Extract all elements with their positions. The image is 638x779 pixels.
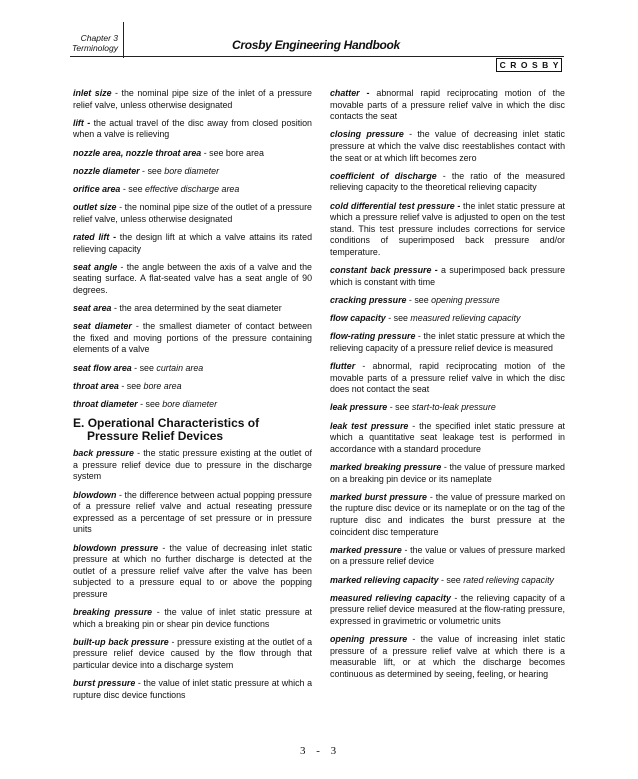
section-entry-list (73, 448, 312, 701)
glossary-entry (73, 184, 312, 196)
glossary-term: flutter (330, 361, 356, 372)
glossary-definition: the value of decreasing inlet static pressure at which no further discharge is detected at the outlet of a pressure relief valve after the valve has been subjected to a pressure equal to or above the popping pressure (73, 542, 313, 599)
glossary-term: built-up back pressure (73, 636, 169, 647)
glossary-definition: the value or values of pressure marked on a pressure relief device (330, 544, 566, 567)
term-separator: - (117, 261, 127, 272)
glossary-term: chatter - (330, 88, 370, 98)
header-rule (70, 56, 564, 57)
term-separator: - (131, 362, 140, 373)
glossary-entry (73, 678, 312, 701)
glossary-definition: the area determined by the seat diameter (119, 303, 282, 314)
glossary-entry (73, 448, 312, 483)
term-separator: - (441, 461, 450, 472)
cross-reference: bore diameter (162, 399, 218, 409)
glossary-definition: the smallest diameter of contact between the fixed and moving portions of the pressure containing elements of a valve (73, 321, 312, 355)
cross-reference: curtain area (156, 362, 204, 373)
glossary-definition: the inlet static pressure at which a pressure relief valve is adjusted to open on the test stand. This test pressure includes corrections for service conditions of superimposed back pressure and/or temperature. (330, 200, 565, 257)
glossary-entry (73, 637, 312, 672)
glossary-entry (330, 313, 565, 325)
glossary-entry (330, 545, 565, 568)
term-separator: - (408, 420, 420, 431)
glossary-definition: the value of pressure marked on a breaking pin device or its nameplate (330, 461, 565, 484)
glossary-term: marked pressure (330, 544, 402, 555)
glossary-definition: the value of decreasing inlet static pressure at which the valve disc reestablishes contact with the seat or at which lift becomes zero (330, 129, 565, 163)
cross-reference: measured relieving capacity (410, 313, 521, 324)
glossary-definition: see (145, 399, 163, 409)
glossary-entry (330, 462, 565, 485)
glossary-definition: the specified inlet static pressure at which a quantitative seat leakage test is performed in accordance with a standard procedure (330, 420, 565, 454)
glossary-term: breaking pressure (73, 607, 153, 618)
glossary-definition: see (147, 165, 165, 176)
glossary-entry (330, 265, 565, 288)
cross-reference: start-to-leak pressure (411, 402, 496, 413)
glossary-term: orifice area (73, 183, 121, 194)
logo-text: CROSBY (499, 60, 563, 70)
glossary-entry (330, 295, 565, 307)
term-separator: - (158, 542, 170, 553)
glossary-term: marked relieving capacity (330, 574, 439, 585)
left-column (73, 88, 312, 708)
section-heading (73, 417, 312, 443)
glossary-entry (330, 331, 565, 354)
glossary-term: burst pressure (73, 678, 136, 689)
glossary-definition: see (126, 380, 144, 391)
term-separator: - (401, 544, 411, 555)
glossary-term: blowdown (73, 489, 117, 500)
term-separator: - (118, 380, 127, 391)
glossary-term: inlet size (73, 88, 112, 98)
glossary-definition: the value of pressure marked on the rupture disc device or its nameplate or on the tag of the rupture disc and indicates the burst pressure at the coincident disc temperature (330, 491, 566, 537)
term-separator: - (407, 634, 421, 645)
term-separator: - (131, 321, 143, 332)
cross-reference: rated relieving capacity (463, 574, 554, 585)
glossary-definition: the relieving capacity of a pressure relief device measured at the flow-rating pressure, expressed in gravimetric or volumetric units (330, 592, 565, 626)
glossary-definition: the design lift at which a valve attains its rated relieving capacity (73, 231, 313, 254)
term-separator: - (135, 678, 144, 689)
term-separator: - (355, 361, 373, 372)
glossary-term: back pressure (73, 448, 134, 459)
glossary-term: flow-rating pressure (330, 331, 416, 342)
glossary-definition: the inlet static pressure at which the relieving capacity of a pressure relief device is measured (330, 331, 565, 353)
glossary-entry (73, 166, 312, 178)
glossary-definition: see (139, 362, 157, 373)
glossary-term: flow capacity (330, 313, 386, 324)
glossary-entry (330, 88, 565, 123)
term-separator: - (415, 331, 424, 342)
glossary-entry (73, 381, 312, 393)
glossary-entry (330, 402, 565, 414)
glossary-entry (73, 88, 312, 111)
glossary-entry (73, 490, 312, 536)
glossary-definition: see (128, 183, 146, 194)
glossary-definition: see bore area (209, 147, 264, 158)
glossary-definition: see (393, 313, 411, 324)
glossary-term: cracking pressure (330, 294, 407, 305)
glossary-term: blowdown pressure (73, 542, 159, 553)
page-header (0, 0, 638, 82)
glossary-entry (330, 421, 565, 456)
glossary-term: seat flow area (73, 362, 132, 373)
book-title: Crosby Engineering Handbook (232, 38, 400, 52)
chapter-number: Chapter 3 (80, 33, 118, 43)
glossary-term: seat area (73, 303, 112, 314)
right-column (330, 88, 565, 687)
glossary-term: measured relieving capacity (330, 592, 451, 603)
cross-reference: bore diameter (164, 165, 220, 176)
term-separator: - (403, 129, 418, 140)
glossary-entry (73, 303, 312, 315)
glossary-term: coefficient of discharge (330, 170, 437, 181)
glossary-entry (330, 492, 565, 538)
glossary-term: rated lift - (73, 231, 117, 242)
term-separator: - (116, 489, 125, 500)
glossary-definition: see (395, 402, 412, 413)
section-title: Operational Characteristics of Pressure Relief Devices (87, 416, 260, 444)
glossary-definition: abnormal, rapid reciprocating motion of the movable parts of a pressure relief valve in which the disc does not contact the seat (330, 361, 566, 395)
glossary-definition: the ratio of the measured relieving capacity to the theoretical relieving capacity (330, 170, 565, 193)
glossary-definition: the value of inlet static pressure at which a breaking pin or shear pin device functions (73, 607, 312, 629)
glossary-entry (73, 118, 312, 141)
glossary-definition: the nominal pipe size of the inlet of a pressure relief valve, unless otherwise designated (73, 88, 312, 110)
section-letter: E. (73, 416, 85, 431)
glossary-term: constant back pressure - (330, 265, 438, 276)
term-separator: - (139, 165, 148, 176)
glossary-entry (330, 593, 565, 628)
term-separator: - (387, 402, 396, 413)
term-separator: - (406, 294, 415, 305)
glossary-definition: the static pressure existing at the outlet of a pressure relief device due to pressure in the discharge system (73, 448, 312, 482)
glossary-definition: the value of increasing inlet static pressure of a pressure relief valve at which there is a measurable lift, or at which the discharge becomes continuous as determined by seeing, feeling, or hearing (330, 634, 566, 679)
glossary-entry (73, 607, 312, 630)
glossary-entry (73, 202, 312, 225)
term-separator: - (201, 147, 210, 158)
glossary-entry (330, 634, 565, 680)
glossary-entry (330, 575, 565, 587)
glossary-entry (73, 148, 312, 160)
glossary-term: cold differential test pressure - (330, 200, 461, 211)
left-entry-list (73, 88, 312, 411)
cross-reference: effective discharge area (145, 183, 240, 194)
page-number: 3 - 3 (300, 745, 341, 757)
header-divider-vertical (123, 22, 124, 58)
glossary-term: seat angle (73, 261, 118, 272)
glossary-entry (330, 129, 565, 164)
glossary-definition: the angle between the axis of a valve and the seating surface. A flat-seated valve has a seat angle of 90 degrees. (73, 261, 312, 295)
term-separator: - (438, 574, 447, 585)
glossary-entry (330, 171, 565, 194)
glossary-entry (73, 321, 312, 356)
glossary-entry (330, 361, 565, 396)
glossary-entry (73, 232, 312, 255)
glossary-entry (73, 543, 312, 601)
glossary-entry (330, 201, 565, 259)
glossary-term: nozzle area, nozzle throat area (73, 147, 202, 158)
glossary-term: lift - (73, 117, 91, 128)
term-separator: - (436, 170, 452, 181)
term-separator: - (427, 491, 436, 502)
glossary-term: marked burst pressure (330, 491, 427, 502)
glossary-term: outlet size (73, 202, 117, 213)
glossary-entry (73, 262, 312, 297)
term-separator: - (137, 399, 146, 409)
glossary-definition: the difference between actual popping pressure of a pressure relief valve and actual reseating pressure expressed as a percentage of set pressure or in pressure units (73, 489, 312, 535)
glossary-term: nozzle diameter (73, 165, 140, 176)
term-separator: - (120, 183, 129, 194)
chapter-title: Terminology (72, 43, 118, 53)
glossary-term: throat diameter (73, 399, 138, 409)
term-separator: - (385, 313, 394, 324)
glossary-entry (73, 399, 312, 411)
glossary-term: seat diameter (73, 321, 132, 332)
glossary-definition: the value of inlet static pressure at which a rupture disc device functions (73, 678, 312, 700)
glossary-term: throat area (73, 380, 119, 391)
glossary-term: opening pressure (330, 634, 408, 645)
glossary-definition: a superimposed back pressure which is constant with time (330, 265, 566, 287)
glossary-term: closing pressure (330, 129, 404, 140)
glossary-definition: see (414, 294, 432, 305)
glossary-definition: pressure existing at the outlet of a pressure relief device caused by the flow through that particular device into a discharge system (73, 636, 313, 671)
glossary-definition: abnormal rapid reciprocating motion of the movable parts of a pressure relief valve in which the disc contacts the seat (330, 88, 565, 122)
glossary-definition: the actual travel of the disc away from closed position when a valve is relieving (73, 117, 312, 140)
glossary-term: leak test pressure (330, 420, 409, 431)
term-separator: - (152, 607, 165, 618)
term-separator: - (111, 88, 122, 98)
cross-reference: bore area (143, 380, 182, 391)
term-separator: - (168, 636, 178, 647)
chapter-label (62, 33, 118, 53)
term-separator: - (111, 303, 120, 314)
glossary-definition: the nominal pipe size of the outlet of a pressure relief valve, unless otherwise designated (73, 202, 312, 224)
right-entry-list (330, 88, 565, 680)
crosby-logo (496, 58, 562, 72)
glossary-definition: see (446, 574, 464, 585)
term-separator: - (450, 592, 461, 603)
glossary-term: leak pressure (330, 402, 388, 413)
cross-reference: opening pressure (431, 294, 500, 305)
term-separator: - (133, 448, 144, 459)
glossary-term: marked breaking pressure (330, 461, 442, 472)
glossary-entry (73, 363, 312, 375)
term-separator: - (116, 202, 125, 213)
